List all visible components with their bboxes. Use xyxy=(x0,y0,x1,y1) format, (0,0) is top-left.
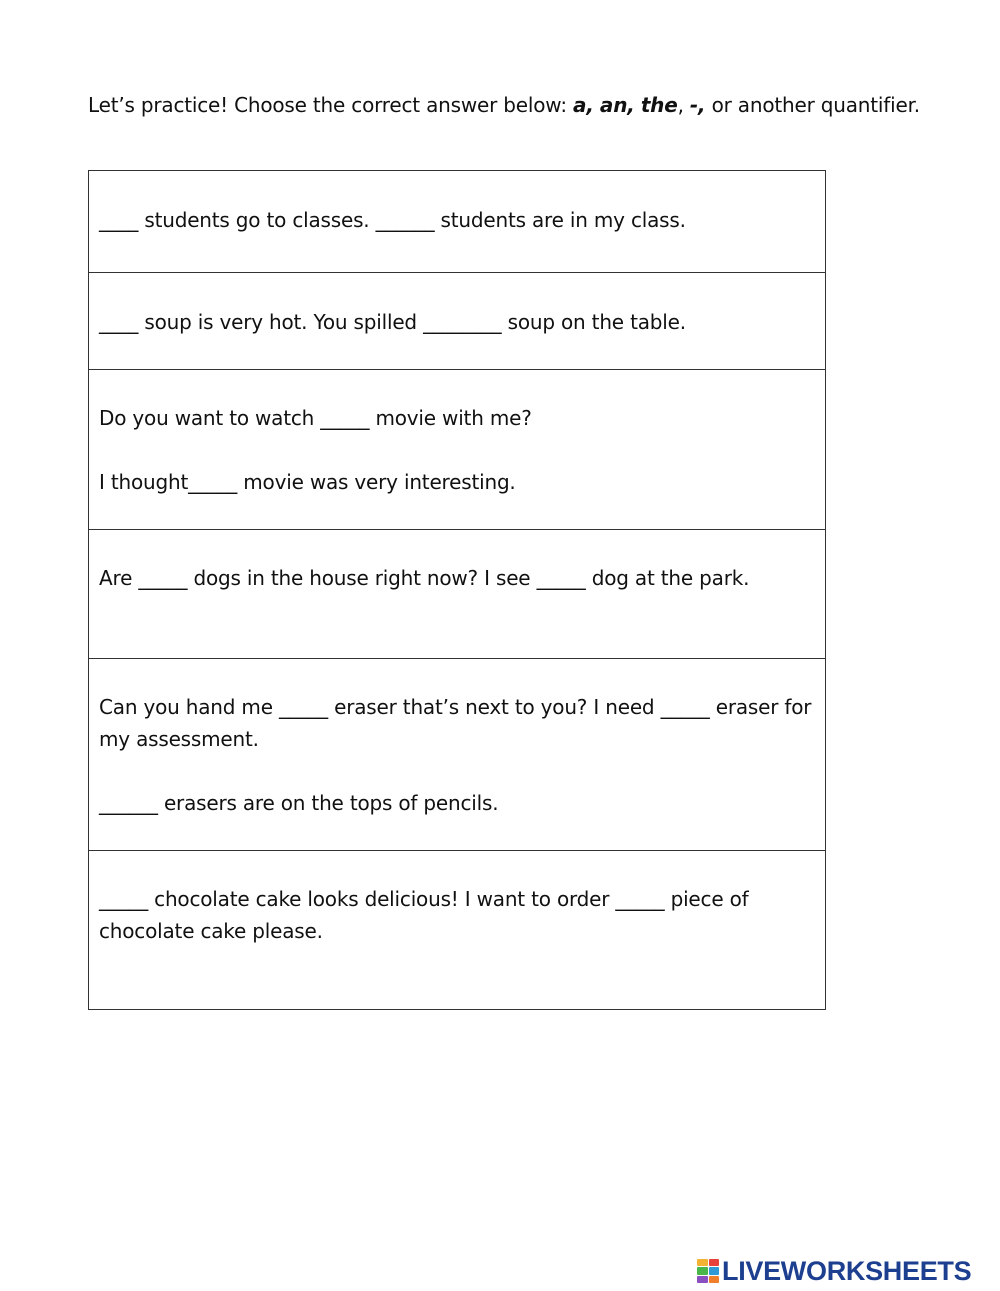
logo-square xyxy=(697,1276,708,1283)
option-an: an, xyxy=(599,93,635,117)
logo-square xyxy=(709,1267,720,1274)
instructions-tail: or another quantifier. xyxy=(711,93,920,117)
exercise-sentence: Do you want to watch _____ movie with me? xyxy=(99,406,532,430)
exercise-table xyxy=(88,170,826,1010)
option-a: a, xyxy=(573,93,594,117)
logo-square xyxy=(709,1276,720,1283)
exercise-row xyxy=(89,659,826,851)
exercise-sentence: _____ chocolate cake looks delicious! I want to order _____ piece of chocolate cake please. xyxy=(99,887,749,943)
exercise-sentence: Can you hand me _____ eraser that’s next to you? I need _____ eraser for my assessment. xyxy=(99,695,812,751)
exercise-row xyxy=(89,273,826,370)
exercise-row xyxy=(89,530,826,659)
exercise-cell xyxy=(89,171,826,273)
exercise-sentence: ______ erasers are on the tops of pencils. xyxy=(99,791,499,815)
liveworksheets-brand xyxy=(697,1255,971,1287)
exercise-cell xyxy=(89,530,826,659)
exercise-sentence: ____ students go to classes. ______ students are in my class. xyxy=(99,208,686,232)
instructions xyxy=(88,88,928,122)
exercise-sentence: ____ soup is very hot. You spilled ________ soup on the table. xyxy=(99,310,686,334)
logo-square xyxy=(709,1259,720,1266)
option-separator: , xyxy=(677,93,690,117)
brand-name: LIVEWORKSHEETS xyxy=(722,1255,972,1286)
exercise-row xyxy=(89,851,826,1010)
exercise-cell xyxy=(89,370,826,530)
option-dash: -, xyxy=(689,93,706,117)
logo-square xyxy=(697,1259,708,1266)
instructions-lead: Let’s practice! Choose the correct answer below: xyxy=(88,93,574,117)
exercise-cell xyxy=(89,273,826,370)
exercise-sentence: I thought_____ movie was very interesting. xyxy=(99,470,516,494)
option-the: the xyxy=(640,93,678,117)
exercise-cell xyxy=(89,851,826,1010)
logo-square xyxy=(697,1267,708,1274)
exercise-cell xyxy=(89,659,826,851)
liveworksheets-logo-icon xyxy=(697,1259,719,1283)
exercise-row xyxy=(89,171,826,273)
exercise-sentence: Are _____ dogs in the house right now? I see _____ dog at the park. xyxy=(99,566,750,590)
exercise-row xyxy=(89,370,826,530)
